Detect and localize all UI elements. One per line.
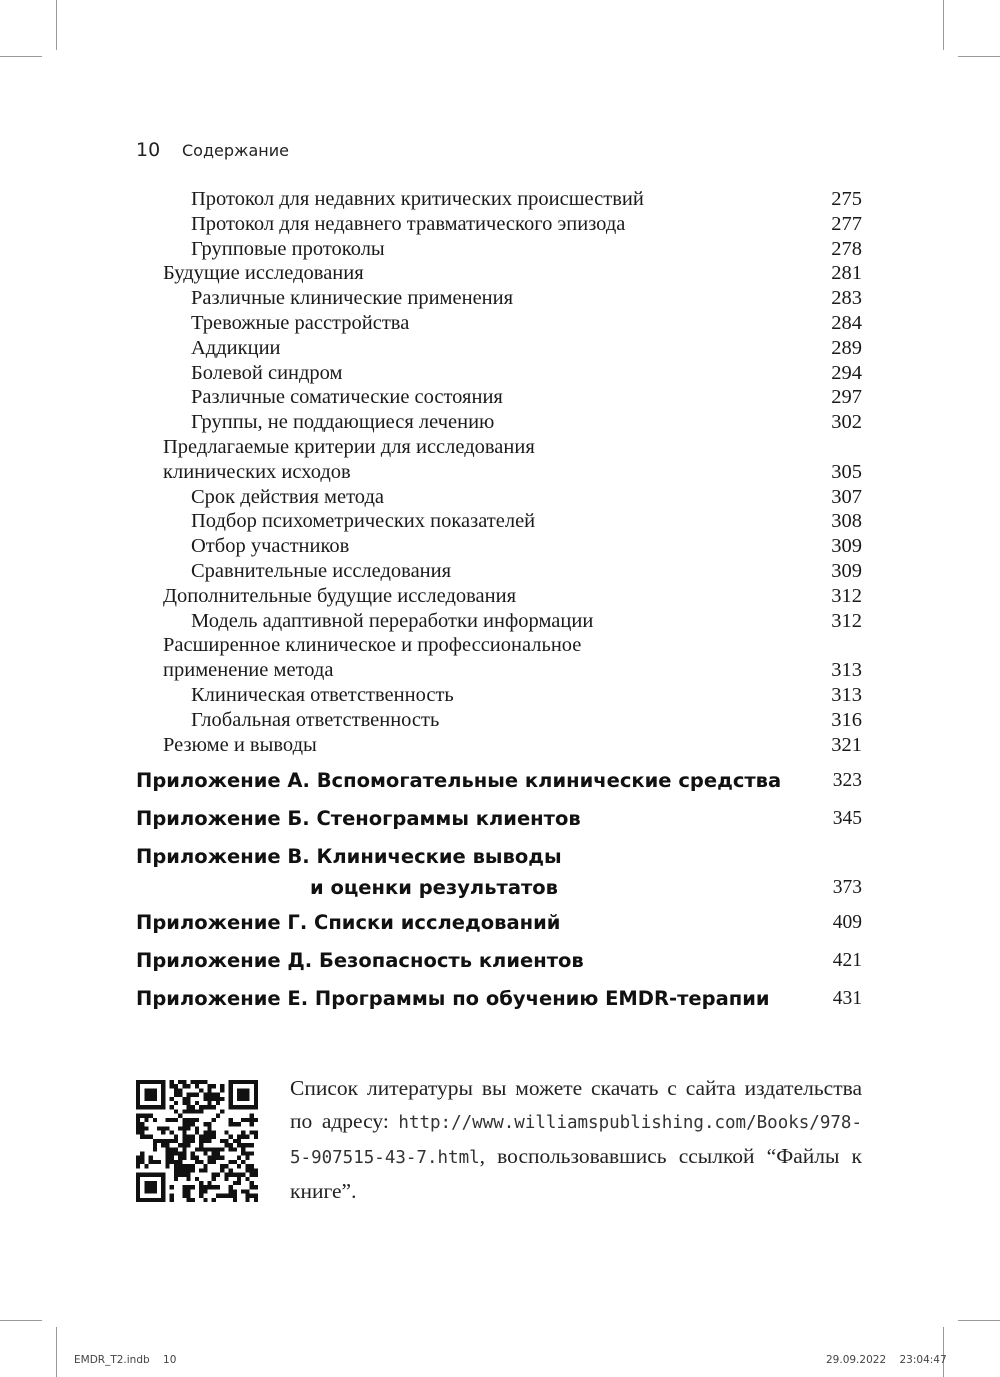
toc-entry-title: Расширенное клиническое и профессиональное (163, 634, 582, 657)
toc-entry-title: клинических исходов (163, 460, 351, 483)
appendix-page: 323 (832, 770, 862, 791)
toc-entry-title: Предлагаемые критерии для исследования (163, 435, 535, 458)
appendix-title-line: Приложение Б. Стенограммы клиентов (136, 807, 581, 830)
qr-code-icon (136, 1080, 258, 1202)
toc-entry-title: Модель адаптивной переработки информации (191, 609, 594, 632)
toc-entry-title: Протокол для недавних критических происшествий (191, 188, 644, 210)
crop-mark (0, 56, 42, 57)
toc-entry (136, 733, 862, 758)
toc-entry-title: Болевой синдром (191, 361, 343, 384)
toc-entry-page: 312 (831, 584, 862, 607)
appendix-entry (136, 803, 862, 834)
toc-entry (136, 187, 862, 212)
appendix-title (136, 907, 560, 938)
toc-entry-page: 313 (831, 683, 862, 706)
page-number: 10 (136, 139, 161, 161)
toc-entry-page: 309 (831, 535, 862, 558)
slug-file: EMDR_T2.indb 10 (74, 1354, 177, 1366)
toc-entry-page: 308 (831, 510, 862, 533)
toc-entry-page: 305 (831, 460, 862, 483)
toc-entry-title: Клиническая ответственность (191, 683, 454, 706)
crop-mark (56, 0, 57, 50)
appendix-page: 421 (832, 950, 862, 971)
appendix-title-line: и оценки результатов (310, 876, 559, 899)
toc-entry (136, 708, 862, 733)
toc-entry-page: 281 (831, 262, 862, 285)
toc-entry-title: Протокол для недавнего травматического эпизода (191, 212, 626, 235)
toc-entry (136, 534, 862, 559)
page-title: Содержание (182, 141, 289, 160)
toc-entry (136, 361, 862, 386)
toc-entry-title: Будущие исследования (163, 262, 364, 285)
running-head (136, 139, 289, 161)
toc-list (136, 187, 862, 757)
appendix-title (136, 765, 781, 796)
toc-entry-page: 275 (831, 188, 862, 210)
toc-entry-title: Сравнительные исследования (191, 559, 452, 582)
toc-entry (136, 237, 862, 262)
crop-mark (943, 0, 944, 50)
toc-entry (136, 311, 862, 336)
toc-entry (136, 509, 862, 534)
appendix-title-line: Приложение А. Вспомогательные клинические средства (136, 769, 782, 792)
toc-entry (136, 559, 862, 584)
toc-entry-page: 289 (831, 336, 862, 359)
toc-entry-page: 307 (831, 485, 862, 508)
download-note (290, 1072, 862, 1208)
slug-timestamp: 29.09.2022 23:04:47 (826, 1354, 947, 1366)
toc-entry (136, 336, 862, 361)
crop-mark (943, 1327, 944, 1377)
toc-entry-title: Различные соматические состояния (191, 386, 503, 409)
appendix-title (136, 841, 562, 903)
toc-entry (136, 435, 862, 460)
appendix-page: 373 (832, 877, 862, 898)
toc-entry (136, 460, 862, 485)
toc-entry (136, 385, 862, 410)
toc-entry (136, 658, 862, 683)
toc-entry-title: Резюме и выводы (163, 733, 317, 756)
crop-mark (958, 56, 1000, 57)
toc-entry-page: 297 (831, 386, 862, 409)
toc-entry (136, 584, 862, 609)
toc-entry (136, 485, 862, 510)
appendix-title (136, 803, 581, 834)
appendix-page: 345 (832, 808, 862, 829)
toc-entry-page: 284 (831, 311, 862, 334)
appendix-entry (136, 907, 862, 938)
crop-mark (56, 1327, 57, 1377)
toc-entry-page: 316 (831, 708, 862, 731)
toc-entry-page: 312 (831, 609, 862, 632)
toc-entry-title: Дополнительные будущие исследования (163, 584, 517, 607)
toc-entry-page: 278 (831, 237, 862, 260)
crop-mark (958, 1320, 1000, 1321)
appendix-title-line: Приложение Г. Списки исследований (136, 911, 561, 934)
toc-entry-title: Подбор психометрических показателей (191, 510, 536, 533)
toc-entry (136, 410, 862, 435)
toc-entry-title: Глобальная ответственность (191, 708, 440, 731)
toc-entry-page: 283 (831, 287, 862, 310)
download-link[interactable]: http://www.williamspublishing.com/Books/978-5-907515-43-7.html (290, 1113, 862, 1168)
toc-entry-page: 313 (831, 659, 862, 682)
appendix-page: 409 (832, 912, 862, 933)
toc-entry-page: 294 (831, 361, 862, 384)
appendix-entry (136, 945, 862, 976)
appendix-entry (136, 841, 862, 903)
appendix-title-line: Приложение Д. Безопасность клиентов (136, 949, 584, 972)
toc-entry-title: применение метода (163, 659, 334, 682)
toc-entry-page: 277 (831, 212, 862, 235)
toc-entry (136, 212, 862, 237)
toc-entry (136, 633, 862, 658)
toc-entry-page: 309 (831, 559, 862, 582)
toc-entry-title: Срок действия метода (191, 485, 384, 508)
note-text: Список литературы вы можете скачать с сайта издательства по адресу: (290, 1076, 862, 1133)
appendix-title-line: Приложение В. Клинические выводы (136, 845, 562, 868)
toc-entry-title: Тревожные расстройства (191, 311, 410, 334)
appendix-page: 431 (832, 988, 862, 1009)
toc-entry-title: Группы, не поддающиеся лечению (191, 411, 495, 434)
appendix-title-line: Приложение Е. Программы по обучению EMDR-терапии (136, 987, 770, 1010)
toc-entry-title: Различные клинические применения (191, 287, 514, 310)
toc-entry-title: Аддикции (191, 336, 281, 359)
toc-entry-page: 321 (831, 733, 862, 756)
toc-entry-page: 302 (831, 411, 862, 434)
appendix-entry (136, 765, 862, 796)
toc-entry-title: Групповые протоколы (191, 237, 385, 260)
appendix-entry (136, 983, 862, 1014)
toc-entry (136, 683, 862, 708)
appendix-title (136, 945, 584, 976)
toc-entry (136, 609, 862, 634)
toc-entry (136, 261, 862, 286)
toc-entry-title: Отбор участников (191, 535, 350, 558)
toc-entry (136, 286, 862, 311)
crop-mark (0, 1320, 42, 1321)
appendix-title (136, 983, 770, 1014)
note-text-end: , воспользовавшись ссылкой “Файлы к книге”. (290, 1144, 862, 1203)
